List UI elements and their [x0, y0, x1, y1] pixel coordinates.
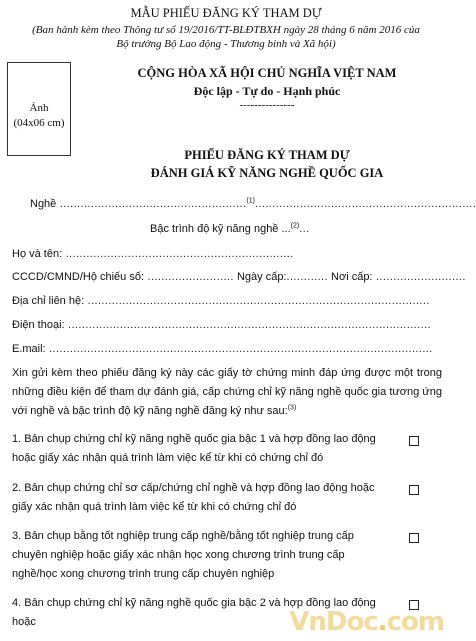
nghe-blank-1[interactable]: ...................................................... — [56, 198, 247, 210]
template-subtitle-2: Bộ trưởng Bộ Lao động - Thương binh và Xã hội) — [116, 38, 336, 50]
template-title: MẪU PHIẾU ĐĂNG KÝ THAM DỰ — [130, 6, 322, 20]
form-subtitle: ĐÁNH GIÁ KỸ NĂNG NGHỀ QUỐC GIA — [150, 166, 384, 180]
header-rule: --------------- — [239, 99, 295, 111]
form-title: PHIẾU ĐĂNG KÝ THAM DỰ — [184, 148, 350, 162]
photo-placeholder — [7, 62, 71, 156]
bac-blank[interactable]: ... — [299, 223, 310, 235]
document-item-2: 2. Bản chụp chứng chỉ sơ cấp/chứng chỉ nghề và hợp đồng lao động hoặc giấy xác nhận quá trình làm việc kể từ khi có chứng chỉ đó — [12, 482, 375, 513]
nghe-blank-2[interactable]: ................................................................ — [254, 198, 476, 210]
photo-label: Ảnh — [29, 102, 49, 114]
checkbox-item-3[interactable] — [409, 533, 419, 543]
address-field[interactable] — [12, 295, 430, 307]
phone-blank[interactable]: ......................................................................................................... — [64, 319, 431, 331]
ngaycap-label: Ngày cấp: — [233, 271, 287, 283]
address-blank[interactable]: ................................................................................................... — [84, 295, 430, 307]
photo-size: (04x06 cm) — [13, 117, 65, 129]
watermark-dot: . — [377, 607, 387, 637]
checkbox-item-1[interactable] — [409, 436, 419, 446]
national-motto: Độc lập - Tự do - Hạnh phúc — [193, 84, 341, 98]
phone-field[interactable] — [12, 319, 431, 331]
watermark-suffix: com — [386, 607, 444, 637]
country-name: CỘNG HÒA XÃ HỘI CHỦ NGHĨA VIỆT NAM — [137, 66, 397, 80]
noicap-label: Nơi cấp: — [327, 271, 373, 283]
template-subtitle-1: (Ban hành kèm theo Thông tư số 19/2016/TT-BLĐTBXH ngày 28 tháng 6 năm 2016 của — [32, 24, 420, 36]
hoten-field[interactable] — [12, 248, 294, 260]
nghe-footnote: (1) — [246, 197, 255, 205]
bac-footnote: (2) — [290, 222, 300, 230]
noicap-blank[interactable]: .......................... — [372, 271, 466, 283]
hoten-label: Họ và tên: — [12, 248, 63, 260]
vndoc-watermark — [289, 607, 444, 637]
ngaycap-blank[interactable]: ............ — [286, 271, 328, 283]
bac-field[interactable] — [150, 223, 310, 235]
intro-paragraph — [12, 364, 442, 421]
cccd-blank[interactable]: ......................... — [144, 271, 234, 283]
watermark-name: VnDoc — [289, 607, 378, 637]
email-field[interactable] — [12, 343, 433, 355]
nghe-field[interactable] — [30, 198, 476, 210]
intro-footnote: (3) — [287, 404, 297, 412]
nghe-label: Nghề — [30, 198, 57, 210]
hoten-blank[interactable]: .................................................................. — [62, 248, 294, 260]
intro-text: Xin gửi kèm theo phiếu đăng ký này các giấy tờ chứng minh đáp ứng được một trong những điều kiện để tham dự đánh giá, cấp chứng chỉ kỹ năng nghề quốc gia tương ứng với nghề và bậc trình độ kỹ năng nghề đăng ký như sau: — [12, 367, 442, 417]
email-blank[interactable]: ............................................................................................................... — [45, 343, 433, 355]
id-field[interactable] — [12, 271, 466, 283]
phone-label: Điện thoại: — [12, 319, 65, 331]
document-item-4: 4. Bản chụp chứng chỉ kỹ năng nghề quốc gia bậc 2 và hợp đồng lao động hoặc — [12, 597, 376, 628]
cccd-label: CCCD/CMND/Hộ chiếu số: — [12, 271, 145, 283]
address-label: Địa chỉ liên hệ: — [12, 295, 85, 307]
email-label: E.mail: — [12, 343, 46, 355]
document-item-1: 1. Bản chụp chứng chỉ kỹ năng nghề quốc gia bậc 1 và hợp đồng lao động hoặc giấy xác nhận quá trình làm việc kể từ khi có chứng chỉ đó — [12, 433, 376, 464]
document-item-3: 3. Bản chụp bằng tốt nghiệp trung cấp nghề/bằng tốt nghiệp trung cấp chuyên nghiệp hoặc giấy xác nhận học xong chương trình trung cấp nghề/học xong chương trình trung cấp chuyên nghiệp — [12, 530, 354, 580]
bac-label: Bậc trình độ kỹ năng nghề ... — [150, 223, 291, 235]
checkbox-item-2[interactable] — [409, 485, 419, 495]
